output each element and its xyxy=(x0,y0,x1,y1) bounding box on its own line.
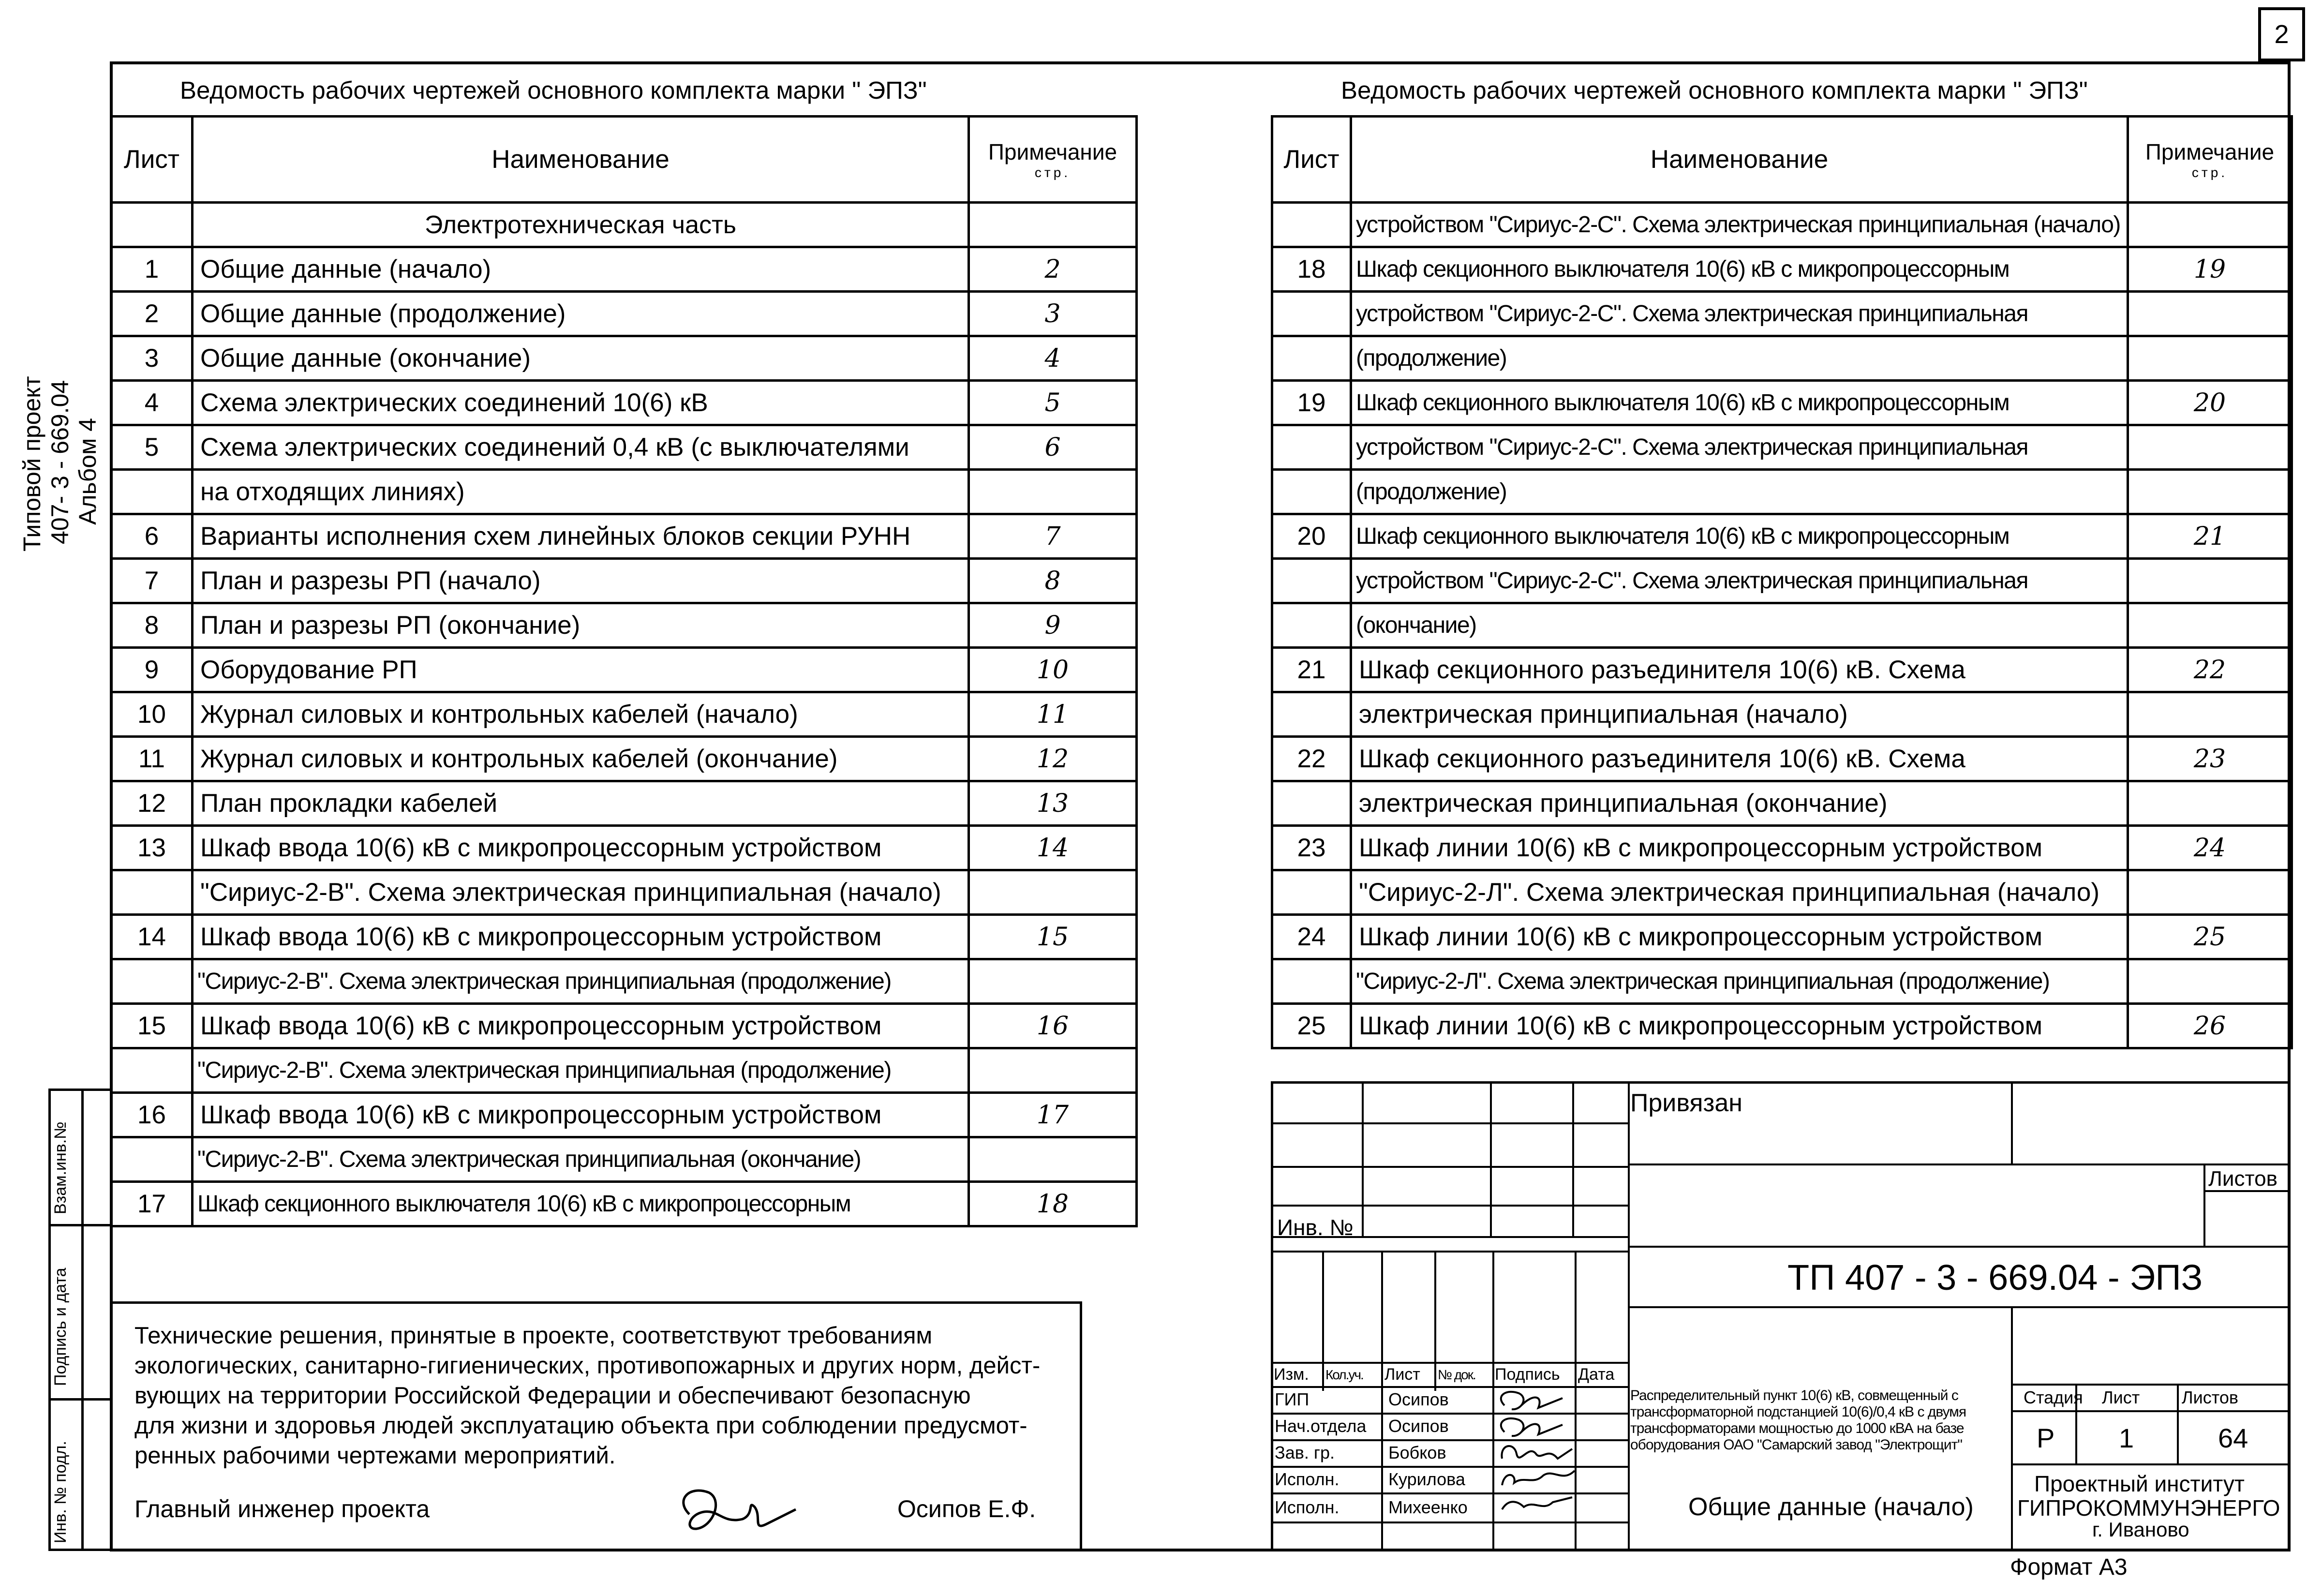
row-title: Оборудование РП xyxy=(193,648,969,692)
row-page-note xyxy=(969,1048,1137,1093)
row-title: Шкаф секционного разъединителя 10(6) кВ. Схема xyxy=(1351,648,2128,692)
row-title: (продолжение) xyxy=(1351,336,2128,381)
row-sheet-number xyxy=(1272,336,1351,381)
table-row xyxy=(111,470,1137,514)
row-sheet-number: 1 xyxy=(111,247,193,292)
row-title: Схема электрических соединений 0,4 кВ (с выключателями xyxy=(193,425,969,470)
row-page-note: 11 xyxy=(969,692,1137,737)
row-title: Журнал силовых и контрольных кабелей (начало) xyxy=(193,692,969,737)
table-row xyxy=(1272,514,2292,559)
row-sheet-number: 23 xyxy=(1272,826,1351,870)
row-title: на отходящих линиях) xyxy=(193,470,969,514)
table-row xyxy=(111,1137,1137,1182)
col-header-name: Наименование xyxy=(1351,117,2128,203)
table-row xyxy=(111,870,1137,915)
table-row xyxy=(111,1004,1137,1048)
table-row xyxy=(111,603,1137,648)
table-row xyxy=(111,203,1137,247)
row-page-note: 4 xyxy=(969,336,1137,381)
row-sheet-number: 4 xyxy=(111,381,193,425)
row-sheet-number: 9 xyxy=(111,648,193,692)
signer-name-4: Курилова xyxy=(1388,1469,1465,1489)
row-page-note xyxy=(2128,959,2292,1004)
row-page-note xyxy=(969,959,1137,1004)
row-sheet-number xyxy=(111,470,193,514)
row-title: "Сириус-2-В". Схема электрическая принципиальная (продолжение) xyxy=(193,959,969,1004)
row-page-note xyxy=(969,203,1137,247)
stamp-label-original-inv: Инв. № подл. xyxy=(51,1441,70,1543)
row-sheet-number xyxy=(1272,959,1351,1004)
org-line-1: Проектный институт xyxy=(2034,1471,2245,1496)
row-title: (продолжение) xyxy=(1351,470,2128,514)
sidebar-project-line3: Альбом 4 xyxy=(74,418,101,525)
left-ledger-table xyxy=(110,115,1138,1227)
row-page-note: 3 xyxy=(969,292,1137,336)
text-line: вующих на территории Российской Федерации и обеспечивают безопасную xyxy=(134,1383,971,1409)
row-title: устройством "Сириус-2-С". Схема электрическая принципиальная (начало) xyxy=(1351,203,2128,247)
table-row xyxy=(111,959,1137,1004)
sheet-title: Общие данные (начало) xyxy=(1688,1493,1974,1521)
row-sheet-number: 13 xyxy=(111,826,193,870)
row-title: "Сириус-2-Л". Схема электрическая принципиальная (начало) xyxy=(1351,870,2128,915)
row-title: Шкаф секционного выключателя 10(6) кВ с микропроцессорным xyxy=(1351,381,2128,425)
text-line: ренных рабочими чертежами мероприятий. xyxy=(134,1443,616,1469)
table-row xyxy=(111,514,1137,559)
row-page-note: 18 xyxy=(969,1182,1137,1226)
row-title: Общие данные (продолжение) xyxy=(193,292,969,336)
table-row xyxy=(111,737,1137,781)
row-sheet-number xyxy=(1272,781,1351,826)
table-row xyxy=(111,336,1137,381)
row-page-note xyxy=(2128,692,2292,737)
text-line: трансформаторной подстанцией 10(6)/0,4 кВ с двумя xyxy=(1630,1404,1966,1420)
row-title: Шкаф линии 10(6) кВ с микропроцессорным устройством xyxy=(1351,1004,2128,1048)
row-page-note xyxy=(2128,781,2292,826)
row-title: "Сириус-2-Л". Схема электрическая принципиальная (продолжение) xyxy=(1351,959,2128,1004)
row-page-note: 25 xyxy=(2128,915,2292,959)
row-sheet-number xyxy=(1272,870,1351,915)
row-title: Шкаф секционного разъединителя 10(6) кВ. Схема xyxy=(1351,737,2128,781)
row-title: Шкаф секционного выключателя 10(6) кВ с микропроцессорным xyxy=(193,1182,969,1226)
row-page-note: 26 xyxy=(2128,1004,2292,1048)
listov-top-label: Листов xyxy=(2208,1167,2277,1191)
row-sheet-number: 21 xyxy=(1272,648,1351,692)
sheet-label: Лист xyxy=(2102,1387,2140,1407)
signer-name-5: Михеенко xyxy=(1388,1497,1468,1517)
row-page-note: 21 xyxy=(2128,514,2292,559)
org-line-2: ГИПРОКОММУНЭНЕРГО xyxy=(2017,1495,2280,1521)
row-page-note: 14 xyxy=(969,826,1137,870)
row-page-note: 8 xyxy=(969,559,1137,603)
right-ledger-table xyxy=(1271,115,2293,1049)
stage-label: Стадия xyxy=(2024,1387,2083,1407)
tb-col-doc: № док. xyxy=(1438,1367,1475,1382)
table-row xyxy=(111,1093,1137,1137)
table-row xyxy=(111,781,1137,826)
row-page-note xyxy=(2128,603,2292,648)
stamp-label-signature-date: Подпись и дата xyxy=(51,1268,70,1386)
row-page-note xyxy=(2128,470,2292,514)
text-line: Технические решения, принятые в проекте, соответствуют требованиям xyxy=(134,1323,933,1349)
row-page-note xyxy=(2128,336,2292,381)
row-sheet-number: 5 xyxy=(111,425,193,470)
row-page-note: 2 xyxy=(969,247,1137,292)
stamp-label-replaced-inv: Взам.инв.№ xyxy=(51,1121,70,1214)
text-line: трансформаторами мощностью до 1000 кВА на базе xyxy=(1630,1420,1964,1436)
col-header-sheet: Лист xyxy=(1272,117,1351,203)
row-sheet-number: 22 xyxy=(1272,737,1351,781)
row-page-note: 15 xyxy=(969,915,1137,959)
row-title: электрическая принципиальная (начало) xyxy=(1351,692,2128,737)
inv-no-label: Инв. № xyxy=(1277,1215,1354,1240)
signer-role-3: Зав. гр. xyxy=(1275,1443,1335,1462)
row-title: Шкаф секционного выключателя 10(6) кВ с микропроцессорным xyxy=(1351,247,2128,292)
signer-name-2: Осипов xyxy=(1388,1416,1449,1436)
row-page-note xyxy=(2128,870,2292,915)
statement-text xyxy=(134,1321,1040,1471)
row-page-note: 16 xyxy=(969,1004,1137,1048)
row-title: Варианты исполнения схем линейных блоков секции РУНН xyxy=(193,514,969,559)
row-title: "Сириус-2-В". Схема электрическая принципиальная (окончание) xyxy=(193,1137,969,1182)
row-title: Шкаф ввода 10(6) кВ с микропроцессорным устройством xyxy=(193,1093,969,1137)
row-sheet-number xyxy=(111,1048,193,1093)
text-line: оборудования ОАО "Самарский завод "Электрощит" xyxy=(1630,1437,1962,1453)
tb-col-sign: Подпись xyxy=(1495,1365,1560,1384)
table-row xyxy=(111,559,1137,603)
signer-role-1: ГИП xyxy=(1275,1389,1310,1409)
row-sheet-number: 17 xyxy=(111,1182,193,1226)
table-row xyxy=(111,915,1137,959)
row-sheet-number xyxy=(111,870,193,915)
row-sheet-number: 15 xyxy=(111,1004,193,1048)
row-sheet-number: 20 xyxy=(1272,514,1351,559)
table-row xyxy=(1272,1004,2292,1048)
signer-role-4: Исполн. xyxy=(1275,1469,1340,1489)
row-title: План и разрезы РП (начало) xyxy=(193,559,969,603)
table-row xyxy=(1272,915,2292,959)
row-title: устройством "Сириус-2-С". Схема электрическая принципиальная xyxy=(1351,559,2128,603)
statement-person: Осипов Е.Ф. xyxy=(897,1495,1036,1522)
text-line: Распределительный пункт 10(6) кВ, совмещенный с xyxy=(1630,1387,1958,1403)
row-page-note: 24 xyxy=(2128,826,2292,870)
row-sheet-number xyxy=(1272,425,1351,470)
row-page-note xyxy=(2128,292,2292,336)
table-row xyxy=(1272,292,2292,336)
row-title: устройством "Сириус-2-С". Схема электрическая принципиальная xyxy=(1351,425,2128,470)
sheet-number: 2 xyxy=(2258,7,2305,61)
table-row xyxy=(1272,336,2292,381)
col-header-name: Наименование xyxy=(193,117,969,203)
signer-signatures xyxy=(1495,1386,1582,1521)
table-row xyxy=(111,692,1137,737)
table-row xyxy=(1272,870,2292,915)
signer-role-2: Нач.отдела xyxy=(1275,1416,1367,1436)
row-title: План и разрезы РП (окончание) xyxy=(193,603,969,648)
row-page-note: 23 xyxy=(2128,737,2292,781)
table-row xyxy=(111,247,1137,292)
row-title: Шкаф ввода 10(6) кВ с микропроцессорным устройством xyxy=(193,1004,969,1048)
row-page-note: 5 xyxy=(969,381,1137,425)
row-sheet-number xyxy=(1272,559,1351,603)
row-page-note xyxy=(969,1137,1137,1182)
row-title: электрическая принципиальная (окончание) xyxy=(1351,781,2128,826)
signer-name-3: Бобков xyxy=(1388,1443,1446,1462)
row-sheet-number: 25 xyxy=(1272,1004,1351,1048)
chief-engineer-signature xyxy=(670,1480,810,1543)
row-page-note: 7 xyxy=(969,514,1137,559)
table-row xyxy=(111,425,1137,470)
tb-col-kol: Кол.уч. xyxy=(1325,1367,1363,1382)
statement-role: Главный инженер проекта xyxy=(134,1495,430,1522)
row-title: Шкаф секционного выключателя 10(6) кВ с микропроцессорным xyxy=(1351,514,2128,559)
table-row xyxy=(1272,381,2292,425)
row-title: Журнал силовых и контрольных кабелей (окончание) xyxy=(193,737,969,781)
table-row xyxy=(1272,826,2292,870)
row-page-note: 22 xyxy=(2128,648,2292,692)
table-row xyxy=(1272,959,2292,1004)
table-row xyxy=(111,648,1137,692)
left-ledger-title: Ведомость рабочих чертежей основного комплекта марки " ЭПЗ" xyxy=(180,76,927,104)
sidebar-project-line1: Типовой проект xyxy=(18,376,45,552)
row-sheet-number: 24 xyxy=(1272,915,1351,959)
tb-col-izm: Изм. xyxy=(1274,1365,1309,1384)
row-page-note: 17 xyxy=(969,1093,1137,1137)
text-line: для жизни и здоровья людей эксплуатацию объекта при соблюдении предусмот- xyxy=(134,1413,1027,1439)
row-page-note: 10 xyxy=(969,648,1137,692)
row-sheet-number: 7 xyxy=(111,559,193,603)
row-title: Общие данные (окончание) xyxy=(193,336,969,381)
row-page-note xyxy=(2128,425,2292,470)
row-sheet-number xyxy=(1272,603,1351,648)
col-header-note: Примечание стр. xyxy=(969,117,1137,203)
table-row xyxy=(111,1048,1137,1093)
row-sheet-number: 8 xyxy=(111,603,193,648)
table-row xyxy=(111,1182,1137,1226)
row-sheet-number: 10 xyxy=(111,692,193,737)
row-page-note: 9 xyxy=(969,603,1137,648)
row-sheet-number: 6 xyxy=(111,514,193,559)
document-designation: ТП 407 - 3 - 669.04 - ЭПЗ xyxy=(1787,1257,2203,1298)
row-title: (окончание) xyxy=(1351,603,2128,648)
table-row xyxy=(1272,203,2292,247)
tb-col-list: Лист xyxy=(1384,1365,1420,1384)
table-row xyxy=(1272,781,2292,826)
sheets-value: 64 xyxy=(2218,1423,2248,1453)
tb-col-date: Дата xyxy=(1578,1365,1615,1384)
col-header-note: Примечание стр. xyxy=(2128,117,2292,203)
right-ledger-title: Ведомость рабочих чертежей основного комплекта марки " ЭПЗ" xyxy=(1341,76,2088,104)
row-sheet-number: 18 xyxy=(1272,247,1351,292)
sheet-value: 1 xyxy=(2119,1423,2134,1453)
row-title: План прокладки кабелей xyxy=(193,781,969,826)
table-row xyxy=(1272,559,2292,603)
row-page-note: 20 xyxy=(2128,381,2292,425)
object-description xyxy=(1630,1387,1966,1453)
row-title: Электротехническая часть xyxy=(193,203,969,247)
row-title: Шкаф ввода 10(6) кВ с микропроцессорным устройством xyxy=(193,915,969,959)
table-row xyxy=(1272,692,2292,737)
text-line: экологических, санитарно-гигиенических, противопожарных и других норм, дейст- xyxy=(134,1353,1041,1379)
row-title: Шкаф линии 10(6) кВ с микропроцессорным устройством xyxy=(1351,826,2128,870)
row-title: Шкаф линии 10(6) кВ с микропроцессорным устройством xyxy=(1351,915,2128,959)
row-sheet-number: 2 xyxy=(111,292,193,336)
row-title: устройством "Сириус-2-С". Схема электрическая принципиальная xyxy=(1351,292,2128,336)
row-sheet-number xyxy=(1272,203,1351,247)
table-row xyxy=(1272,425,2292,470)
table-row xyxy=(1272,603,2292,648)
sidebar-project-line2: 407- 3 - 669.04 xyxy=(46,380,74,544)
row-sheet-number xyxy=(111,203,193,247)
row-sheet-number xyxy=(111,1137,193,1182)
row-title: Схема электрических соединений 10(6) кВ xyxy=(193,381,969,425)
row-title: Шкаф ввода 10(6) кВ с микропроцессорным устройством xyxy=(193,826,969,870)
table-row xyxy=(1272,247,2292,292)
row-page-note: 12 xyxy=(969,737,1137,781)
row-sheet-number xyxy=(1272,470,1351,514)
org-line-3: г. Иваново xyxy=(2092,1518,2189,1541)
row-title: Общие данные (начало) xyxy=(193,247,969,292)
row-sheet-number: 16 xyxy=(111,1093,193,1137)
row-page-note xyxy=(2128,559,2292,603)
row-sheet-number xyxy=(111,959,193,1004)
table-row xyxy=(1272,737,2292,781)
table-row xyxy=(111,292,1137,336)
col-header-sheet: Лист xyxy=(111,117,193,203)
table-row xyxy=(111,381,1137,425)
paper-format: Формат А3 xyxy=(2010,1554,2128,1580)
row-page-note: 13 xyxy=(969,781,1137,826)
sheets-label: Листов xyxy=(2182,1387,2238,1407)
row-title: "Сириус-2-В". Схема электрическая принципиальная (продолжение) xyxy=(193,1048,969,1093)
row-page-note xyxy=(2128,203,2292,247)
row-sheet-number xyxy=(1272,292,1351,336)
row-page-note: 6 xyxy=(969,425,1137,470)
row-page-note: 19 xyxy=(2128,247,2292,292)
table-row xyxy=(111,826,1137,870)
privyazan-label: Привязан xyxy=(1630,1089,1743,1117)
row-sheet-number: 3 xyxy=(111,336,193,381)
row-sheet-number xyxy=(1272,692,1351,737)
row-sheet-number: 11 xyxy=(111,737,193,781)
signer-name-1: Осипов xyxy=(1388,1389,1449,1409)
stage-value: Р xyxy=(2037,1423,2055,1453)
row-sheet-number: 19 xyxy=(1272,381,1351,425)
signer-role-5: Исполн. xyxy=(1275,1497,1340,1517)
row-page-note xyxy=(969,470,1137,514)
table-row xyxy=(1272,648,2292,692)
row-sheet-number: 14 xyxy=(111,915,193,959)
table-row xyxy=(1272,470,2292,514)
row-sheet-number: 12 xyxy=(111,781,193,826)
row-page-note xyxy=(969,870,1137,915)
row-title: "Сириус-2-В". Схема электрическая принципиальная (начало) xyxy=(193,870,969,915)
